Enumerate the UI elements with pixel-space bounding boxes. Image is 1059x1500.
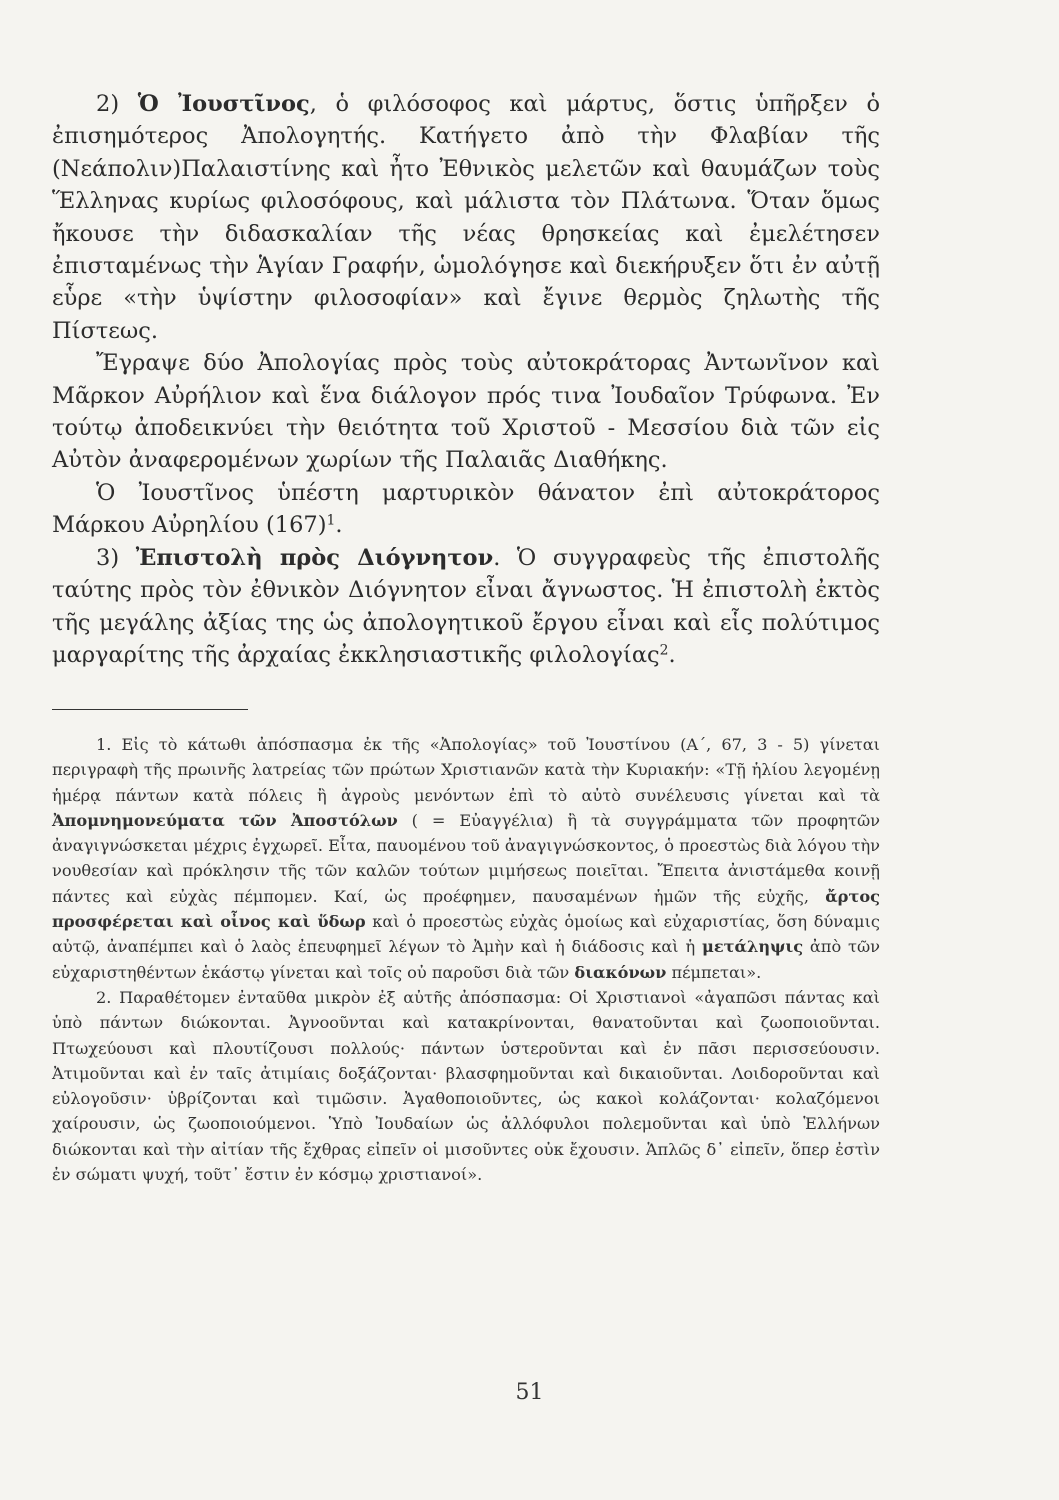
- footnote-1-bold-b: ἄρτος προσφέρεται καὶ οἶνος καὶ ὕδωρ: [52, 886, 880, 932]
- footnote-1-text-b: ( = Εὐαγγέλια) ἢ τὰ συγγράμματα τῶν προφητῶν ἀναγιγνώσκεται μέχρις ἐγχωρεῖ. Εἶτα, παυομένου τοῦ ἀναγιγνώσκοντος, ὁ προεστὼς διὰ λόγου τὴν νουθεσίαν καὶ πρόκλησιν τῆς τῶν καλῶν τούτων μιμήσεως ποιεῖται. Ἔπειτα ἀνιστάμεθα κοινῇ πάντες καὶ εὐχὰς πέμπομεν. Καί, ὡς προέφημεν, παυσαμένων ἡμῶν τῆς εὐχῆς,: [52, 810, 880, 906]
- section-2-paragraph-3-text: Ὁ Ἰουστῖνος ὑπέστη μαρτυρικὸν θάνατον ἐπὶ αὐτοκράτορος Μάρκου Αὐρηλίου (167): [52, 479, 880, 539]
- main-text: [52, 88, 880, 671]
- section-2-paragraph-3-end: .: [335, 512, 343, 539]
- footnote-2-text: Παραθέτομεν ἐνταῦθα μικρὸν ἐξ αὐτῆς ἀπόσπασμα: Οἱ Χριστιανοὶ «ἀγαπῶσι πάντας καὶ ὑπὸ πάντων διώκονται. Ἀγνοοῦνται καὶ κατακρίνονται, θανατοῦνται καὶ ζωοποιοῦνται. Πτωχεύουσι καὶ πλουτίζουσι πολλούς· πάντων ὑστεροῦνται καὶ ἐν πᾶσι περισσεύουσιν. Ἀτιμοῦνται καὶ ἐν ταῖς ἀτιμίαις δοξάζονται· βλασφημοῦνται καὶ δικαιοῦνται. Λοιδοροῦνται καὶ εὐλογοῦσιν· ὑβρίζονται καὶ τιμῶσιν. Ἀγαθοποιοῦντες, ὡς κακοὶ κολάζονται· κολαζόμενοι χαίρουσιν, ὡς ζωοποιούμενοι. Ὑπὸ Ἰουδαίων ὡς ἀλλόφυλοι πολεμοῦνται καὶ ὑπὸ Ἑλλήνων διώκονται καὶ τὴν αἰτίαν τῆς ἔχθρας εἰπεῖν οἱ μισοῦντες οὐκ ἔχουσιν. Ἁπλῶς δ᾽ εἰπεῖν, ὅπερ ἐστὶν ἐν σώματι ψυχή, τοῦτ᾽ ἔστιν ἐν κόσμῳ χριστιανοί».: [52, 987, 880, 1185]
- section-2-paragraph-3: [52, 477, 880, 542]
- footnote-1-text-a: Εἰς τὸ κάτωθι ἀπόσπασμα ἐκ τῆς «Ἀπολογίας» τοῦ Ἰουστίνου (Α΄, 67, 3 - 5) γίνεται περιγραφὴ τῆς πρωινῆς λατρείας τῶν πρώτων Χριστιανῶν κατὰ τὴν Κυριακήν: «Τῇ ἡλίου λεγομένῃ ἡμέρᾳ πάντων κατὰ πόλεις ἢ ἀγροὺς μενόντων ἐπὶ τὸ αὐτὸ συνέλευσις γίνεται καὶ τὰ: [52, 735, 881, 805]
- footnotes: [52, 732, 880, 1187]
- footnote-1: [52, 732, 880, 985]
- section-3-paragraph: [52, 542, 880, 672]
- footnote-1-number: 1.: [96, 735, 112, 754]
- footnote-ref-1: 1: [326, 512, 336, 529]
- section-2-heading: Ὁ Ἰουστῖνος: [137, 91, 310, 117]
- section-3-number: 3): [96, 544, 120, 571]
- footnote-ref-2: 2: [659, 642, 669, 659]
- section-2-number: 2): [96, 91, 120, 117]
- footnote-divider: [52, 709, 248, 710]
- footnote-2-number: 2.: [96, 987, 112, 1007]
- footnote-1-text-e: πέμπεται».: [666, 962, 762, 982]
- section-3-heading: Ἐπιστολὴ πρὸς Διόγνητον: [135, 544, 494, 571]
- section-3-end: .: [668, 641, 676, 668]
- footnote-1-bold-d: διακόνων: [574, 962, 667, 982]
- section-2-paragraph: [52, 88, 880, 347]
- footnote-2: [52, 985, 880, 1187]
- section-2-text: , ὁ φιλόσοφος καὶ μάρτυς, ὅστις ὑπῆρξεν ὁ ἐπισημότερος Ἀπολογητής. Κατήγετο ἀπὸ τὴν Φλαβίαν τῆς (Νεάπολιν)Παλαιστίνης καὶ ἦτο Ἐθνικὸς μελετῶν καὶ θαυμάζων τοὺς Ἕλληνας κυρίως φιλοσόφους, καὶ μάλιστα τὸν Πλάτωνα. Ὅταν ὅμως ἤκουσε τὴν διδασκαλίαν τῆς νέας θρησκείας καὶ ἐμελέτησεν ἐπισταμένως τὴν Ἁγίαν Γραφήν, ὡμολόγησε καὶ διεκήρυξεν ὅτι ἐν αὐτῇ εὗρε «τὴν ὑψίστην φιλοσοφίαν» καὶ ἔγινε θερμὸς ζηλωτὴς τῆς Πίστεως.: [52, 91, 880, 344]
- footnote-1-text-d: ἀπὸ τῶν εὐχαριστηθέντων ἑκάστῳ γίνεται καὶ τοῖς οὐ παροῦσι διὰ τῶν: [52, 937, 880, 982]
- section-2-paragraph-2: Ἔγραψε δύο Ἀπολογίας πρὸς τοὺς αὐτοκράτορας Ἀντωνῖνον καὶ Μᾶρκον Αὐρήλιον καὶ ἕνα διάλογον πρός τινα Ἰουδαῖον Τρύφωνα. Ἐν τούτῳ ἀποδεικνύει τὴν θειότητα τοῦ Χριστοῦ - Μεσσίου διὰ τῶν εἰς Αὐτὸν ἀναφερομένων χωρίων τῆς Παλαιᾶς Διαθήκης.: [52, 350, 880, 474]
- page-number: 51: [515, 1380, 544, 1405]
- footnote-1-text-c: καὶ ὁ προεστὼς εὐχὰς ὁμοίως καὶ εὐχαριστίας, ὅση δύναμις αὐτῷ, ἀναπέμπει καὶ ὁ λαὸς ἐπευφημεῖ λέγων τὸ Ἀμὴν καὶ ἡ διάδοσις καὶ ἡ: [52, 912, 880, 957]
- section-3-text: . Ὁ συγγραφεὺς τῆς ἐπιστολῆς ταύτης πρὸς τὸν ἐθνικὸν Διόγνητον εἶναι ἄγνωστος. Ἡ ἐπιστολὴ ἐκτὸς τῆς μεγάλης ἀξίας της ὡς ἀπολογητικοῦ ἔργου εἶναι καὶ εἷς πολύτιμος μαργαρίτης τῆς ἀρχαίας ἐκκλησιαστικῆς φιλολογίας: [52, 544, 880, 668]
- footnote-1-bold-c: μετάληψις: [701, 937, 804, 957]
- footnote-1-bold-a: Ἀπομνημονεύματα τῶν Ἀποστόλων: [52, 810, 398, 830]
